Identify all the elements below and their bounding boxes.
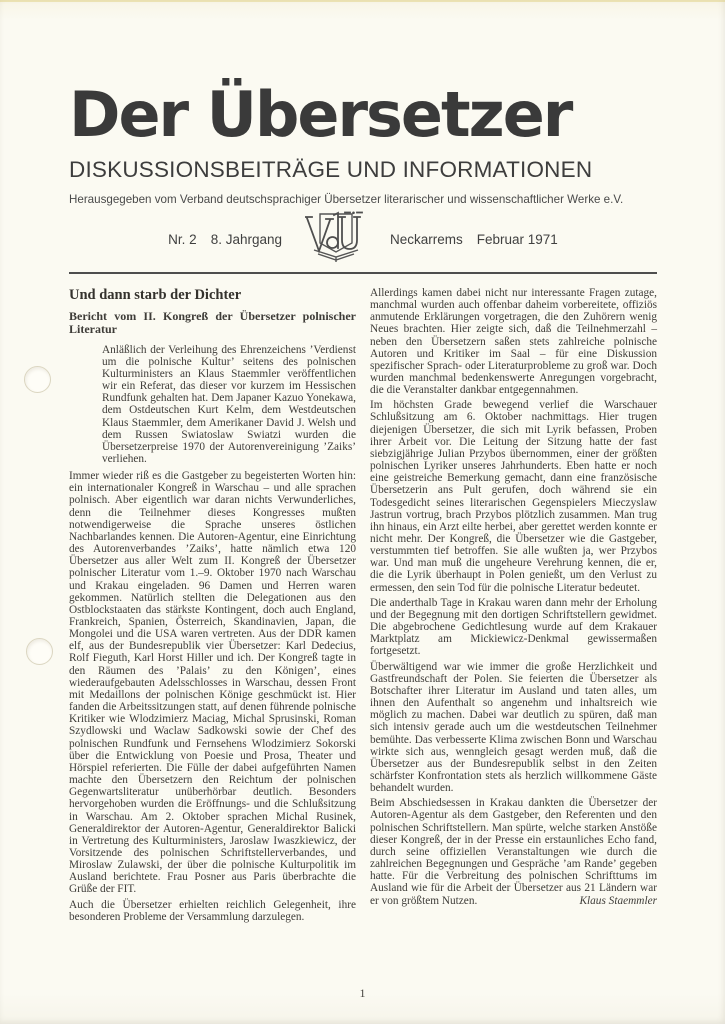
issue-place: Neckarrems [390, 232, 463, 248]
publisher-line: Herausgegeben vom Verband deutschsprachiger Übersetzer literarischer und wissenschaftlicher Werke e.V. [69, 192, 624, 206]
masthead-subtitle: DISKUSSIONSBEITRÄGE UND INFORMATIONEN [69, 156, 593, 182]
masthead-title: Der Übersetzer [69, 78, 572, 151]
issue-volume: 8. Jahrgang [210, 232, 282, 248]
article-subtitle: Bericht vom II. Kongreß der Übersetzer polnischer Literatur [69, 308, 356, 337]
author-signature: Klaus Staemmler [579, 894, 657, 907]
paragraph [370, 797, 657, 906]
article-body [69, 287, 657, 926]
issue-number: Nr. 2 [168, 232, 197, 248]
punch-hole-bottom [26, 638, 53, 665]
paragraph: Auch die Übersetzer erhielten reichlich Gelegenheit, ihre besonderen Probleme der Versammlung darzulegen. [69, 898, 356, 923]
masthead-divider [69, 272, 657, 274]
paragraph: Immer wieder riß es die Gastgeber zu begeisterten Worten hin: ein internationaler Kongreß in Warschau – und alle sprachen polnisch. Aber eigentlich war daran nichts Verwunderliches, denn die Teilnehmer dieses Kongresses mußten notwendigerweise die Sprache unseres östlichen Nachbarlandes kennen. Die Autoren-Agentur, eine Einrichtung des Autorenverbandes ’Zaiks’, hatte nämlich etwa 120 Übersetzer aus aller Welt zum II. Kongreß der Übersetzer polnischer Literatur vom 1.–9. Oktober 1970 nach Warschau und Krakau eingeladen. 96 Damen und Herren waren gekommen. Natürlich stellten die Delegationen aus den Ostblockstaaten das stärkste Kontingent, doch auch England, Frankreich, Spanien, Österreich, Skandinavien, Japan, die Mongolei und die USA waren vertreten. Aus der DDR kamen elf, aus der Bundesrepublik vier Übersetzer: Karl Dedecius, Rolf Fieguth, Karl Horst Hiller und ich. Der Kongreß tagte in den Räumen des ’Palais’ zu den Königen’, eines wiederaufgebauten Adelsschlosses in Warschau, dessen Front mit Medaillons der polnischen Könige geschmückt ist. Hier fanden die Arbeitssitzungen statt, auf denen führende polnische Kritiker wie Wlodzimierz Maciag, Michal Sprusinski, Roman Szydlowski und Waclaw Sadkowski sowie der Chef des polnischen Rundfunk und Fernsehens Wlodzimierz Sokorski über die Entwicklung von Poesie und Prosa, Theater und Hörspiel referierten. Die Fülle der dabei aufgeführten Namen machte den Übersetzern den Reichtum der polnischen Gegenwartsliteratur unüberhörbar deutlich. Besonders hervorgehoben wurden die Eröffnungs- und die Schlußsitzung in Warschau. Am 2. Oktober sprachen Michal Rusinek, Generaldirektor der Autoren-Agentur, Generaldirektor Balicki in Vertretung des Kulturministers, Jaroslaw Iwaszkiewicz, der Vorsitzende des polnischen Schriftstellerverbandes, und Miroslaw Zulawski, der über die polnische Kulturpolitik im Ausland berichtete. Frau Posner aus Paris überbrachte die Grüße der FIT. [69, 470, 356, 896]
paragraph: Überwältigend war wie immer die große Herzlichkeit und Gastfreundschaft der Polen. Sie feierten die Übersetzer als Botschafter ihrer Literatur im Ausland und taten alles, um ihnen den Aufenthalt so angenehm und inhaltsreich wie möglich zu machen. Dabei war deutlich zu spüren, daß man sich intensiv gerade auch um die westdeutschen Teilnehmer bemühte. Das verbesserte Klima zwischen Bonn und Warschau wirkte sich aus, wenngleich gesagt werden muß, daß die Übersetzer aus der Bundesrepublik selbst in den Zeiten schärfster Konfrontation stets als herzlich willkommene Gäste behandelt wurden. [370, 660, 657, 795]
lead-paragraph: Anläßlich der Verleihung des Ehrenzeichens ’Verdienst um die polnische Kultur’ seitens des polnischen Kulturministers an Klaus Staemmler veröffentlichen wir ein Referat, das dieser vor kurzem im Hessischen Rundfunk gehalten hat. Dem Japaner Kazuo Yonekawa, dem Ostdeutschen Kurt Kelm, dem Westdeutschen Klaus Staemmler, dem Amerikaner David J. Welsh und dem Russen Swiatoslaw Swiatzi wurden die Übersetzerpreise 1970 der Autorenvereinigung ’Zaiks’ verliehen. [102, 343, 356, 465]
right-column [370, 287, 657, 926]
page-content [69, 78, 657, 926]
issue-info-row [69, 211, 657, 269]
issue-date: Februar 1971 [476, 232, 558, 248]
paragraph: Die anderthalb Tage in Krakau waren dann mehr der Erholung und der Begegnung mit den dortigen Schriftstellern gewidmet. Die abgebrochene Gedichtlesung wurde auf dem Krakauer Marktplatz am Mickiewicz-Denkmal gewissermaßen fortgesetzt. [370, 596, 657, 658]
vdu-logo-icon [305, 211, 367, 268]
paragraph-text: Beim Abschiedsessen in Krakau dankten die Übersetzer der Autoren-Agentur als dem Gastgeber, den Referenten und den polnischen Schriftstellern. Man spürte, welche starken Anstöße dieser Kongreß, der in der Presse ein erstaunliches Echo fand, durch seine offiziellen Veranstaltungen wie durch die zahlreichen Begegnungen und Gespräche ’am Rande’ gegeben hatte. Für die Verbreitung des polnischen Schrifttums im Ausland wie für die Arbeit der Übersetzer aus 21 Ländern war er von größtem Nutzen. [370, 797, 657, 907]
left-column [69, 287, 356, 926]
paragraph: Allerdings kamen dabei nicht nur interessante Fragen zutage, manchmal wurden auch offenbar daheim vorbereitete, offiziös anmutende Erklärungen vorgetragen, die den Zuhörern wenig Neues brachten. Hier zeigte sich, daß die Teilnehmerzahl – neben den Übersetzern saßen stets zahlreiche polnische Autoren und Kritiker im Saal – für eine Diskussion spezifischer Sprach- oder Literaturprobleme zu groß war. Doch wurden manchmal bedenkenswerte Anregungen vorgebracht, die die Veranstalter dankbar entgegennahmen. [370, 286, 657, 397]
punch-hole-top [24, 366, 51, 393]
paragraph: Im höchsten Grade bewegend verlief die Warschauer Schlußsitzung am 6. Oktober nachmittags. Hier trugen diejenigen Übersetzer, die sich mit Lyrik befassen, Proben ihrer Arbeit vor. Die Leitung der Sitzung hatte der fast siebzigjährige Julian Przybos übernommen, einer der größten polnischen Lyriker unseres Jahrhunderts. Eben hatte er noch eine geistreiche Bemerkung gemacht, dann eine französische Übersetzerin ans Pult gerufen, doch während sie ein Todesgedicht seines literarischen Gegenspielers Mieczyslaw Jastrun vortrug, brach Przybos plötzlich zusammen. Man trug ihn hinaus, ein Arzt eilte herbei, aber gerettet werden konnte er nicht mehr. Der Kongreß, die Übersetzer wie die Gastgeber, verstummten tief betroffen. Sie alle wußten ja, wer Przybos war. Und man muß die ungeheure Verehrung kennen, die er, die die Lyrik überhaupt in Polen genießt, um den Verlust zu ermessen, den sein Tod für die polnische Literatur bedeutet. [370, 399, 657, 594]
article-title: Und dann starb der Dichter [69, 286, 242, 303]
page-number: 1 [359, 986, 366, 1000]
